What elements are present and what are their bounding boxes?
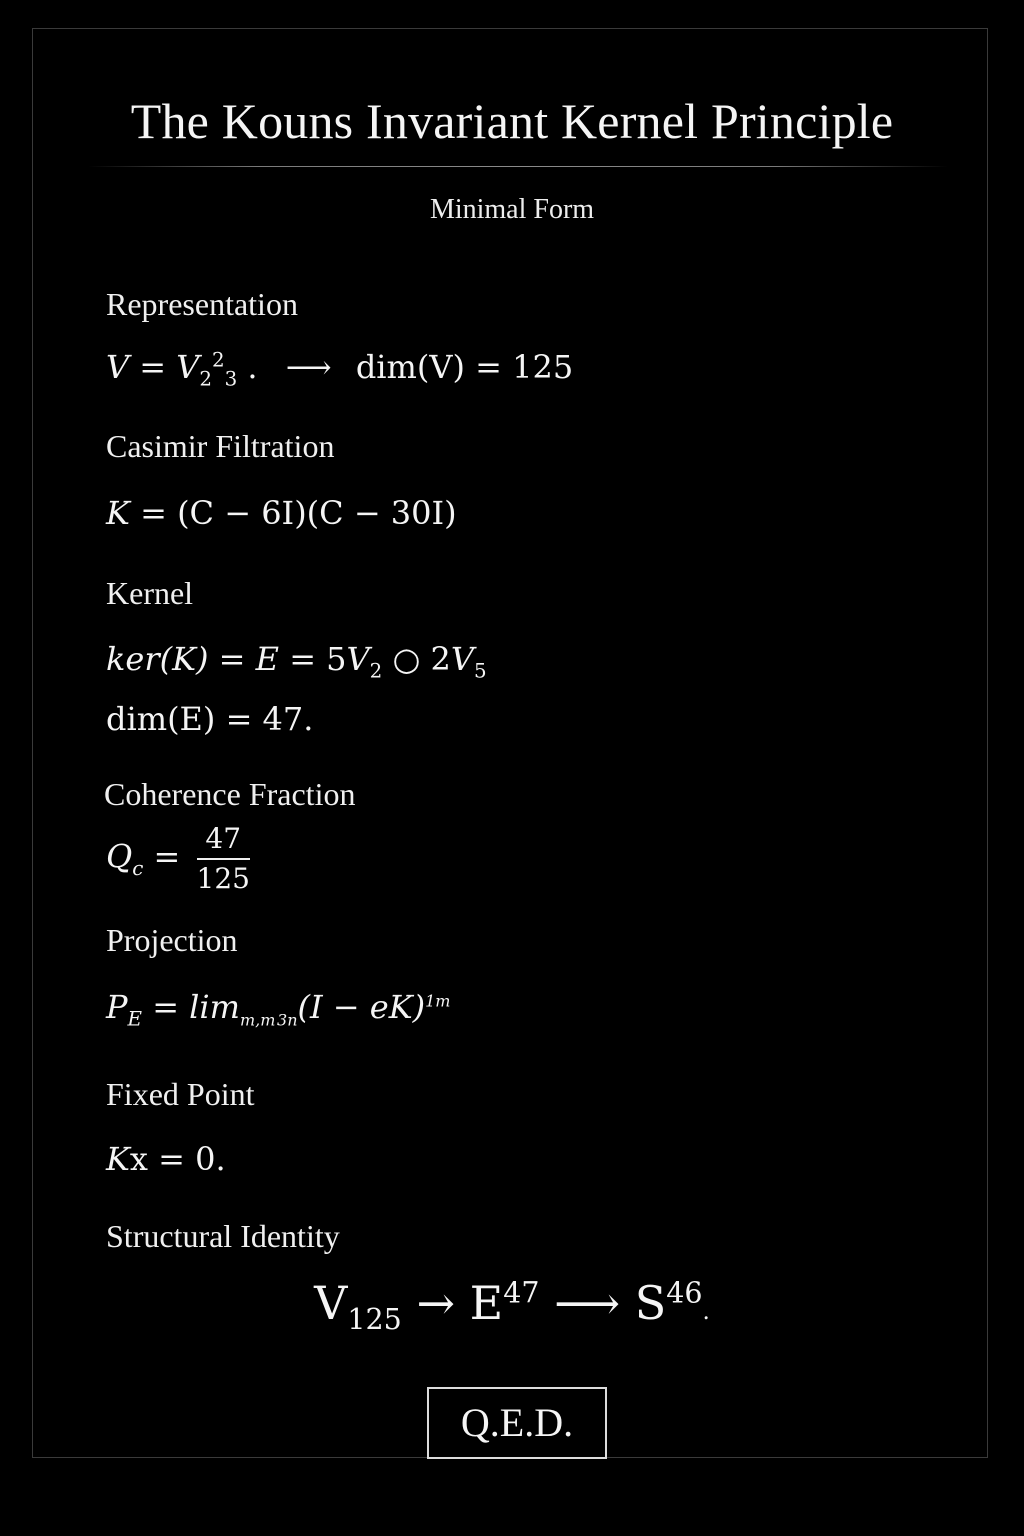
qed-box: Q.E.D. bbox=[427, 1387, 607, 1459]
limit-subscript: m,m 3n bbox=[239, 1010, 298, 1030]
symbol-v: V bbox=[346, 640, 370, 678]
superscript: 46 bbox=[666, 1276, 703, 1310]
subscript: c bbox=[132, 856, 144, 880]
title-divider bbox=[88, 166, 948, 167]
subscript: 3 bbox=[224, 367, 238, 391]
equals-sign: = bbox=[208, 640, 256, 678]
symbol-e: E bbox=[469, 1276, 504, 1330]
dot: . bbox=[247, 348, 258, 386]
symbol-q: Q bbox=[106, 837, 133, 876]
symbol-e: E bbox=[255, 640, 280, 678]
symbol-k: K bbox=[106, 494, 130, 532]
fraction-denominator: 125 bbox=[196, 862, 250, 895]
page-title: The Kouns Invariant Kernel Principle bbox=[130, 93, 894, 149]
fixed-point-rest: x = 0. bbox=[129, 1140, 226, 1178]
equals-sign: = bbox=[139, 348, 167, 386]
symbol-s: S bbox=[634, 1276, 667, 1330]
section-heading-structural: Structural Identity bbox=[106, 1218, 340, 1254]
section-heading-fixed-point: Fixed Point bbox=[106, 1076, 255, 1112]
kernel-operator: ker(K) bbox=[106, 640, 209, 678]
fraction bbox=[197, 822, 250, 896]
superscript: 2 bbox=[212, 348, 225, 372]
equation-projection bbox=[106, 988, 450, 1030]
fraction-numerator: 47 bbox=[197, 822, 250, 860]
period: . bbox=[702, 1299, 710, 1325]
symbol-v: V bbox=[450, 640, 474, 678]
subscript: 2 bbox=[369, 659, 383, 683]
subscript: 2 bbox=[199, 367, 212, 391]
symbol-v-rhs: V bbox=[176, 348, 200, 386]
operator-circle: ○ 2 bbox=[382, 640, 451, 678]
symbol-v: V bbox=[106, 348, 130, 386]
equals-sign: = bbox=[142, 988, 190, 1026]
symbol-k: K bbox=[106, 1140, 130, 1178]
subscript: 5 bbox=[474, 659, 487, 683]
equation-casimir bbox=[106, 494, 457, 532]
limit-operator: lim bbox=[189, 988, 240, 1026]
subscript: 125 bbox=[347, 1303, 402, 1337]
symbol-v: V bbox=[314, 1276, 348, 1330]
section-heading-representation: Representation bbox=[106, 286, 298, 322]
coefficient: = 5 bbox=[279, 640, 347, 678]
equals-sign: = bbox=[143, 837, 181, 876]
dimension-statement: dim(V) = 125 bbox=[355, 348, 574, 386]
kernel-dimension: dim(E) = 47. bbox=[106, 700, 314, 738]
section-heading-casimir: Casimir Filtration bbox=[106, 428, 335, 464]
section-heading-projection: Projection bbox=[106, 922, 238, 958]
symbol-p: P bbox=[106, 988, 128, 1026]
section-heading-kernel: Kernel bbox=[106, 575, 194, 611]
equation-coherence bbox=[106, 822, 250, 896]
casimir-rhs: = (C − 6I)(C − 30I) bbox=[140, 494, 457, 532]
equation-representation bbox=[106, 348, 573, 390]
long-arrow-icon: ⟶ bbox=[539, 1276, 635, 1330]
superscript: 47 bbox=[503, 1276, 540, 1310]
subscript: E bbox=[127, 1007, 143, 1031]
arrow-icon: ⟶ bbox=[285, 348, 332, 386]
page-subtitle: Minimal Form bbox=[429, 194, 595, 225]
equation-fixed-point bbox=[106, 1140, 226, 1178]
projection-body: (I − eK) bbox=[297, 988, 426, 1026]
structural-identity bbox=[0, 1276, 1024, 1336]
superscript: 1m bbox=[425, 991, 451, 1011]
equation-kernel bbox=[106, 640, 487, 682]
arrow-icon: → bbox=[401, 1276, 470, 1330]
section-heading-coherence: Coherence Fraction bbox=[104, 776, 356, 812]
